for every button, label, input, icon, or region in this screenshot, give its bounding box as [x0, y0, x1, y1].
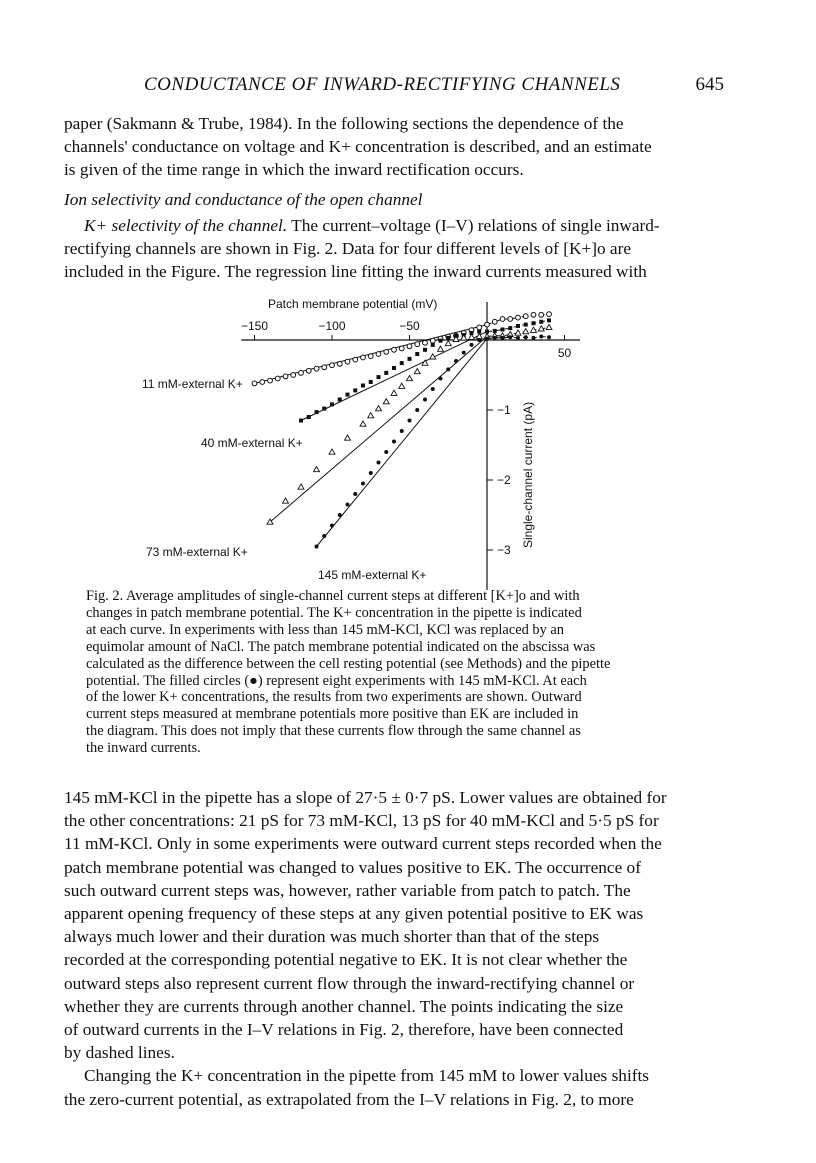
data-point — [547, 318, 551, 322]
data-point — [299, 419, 303, 423]
data-point — [446, 367, 450, 371]
data-point — [515, 330, 521, 335]
data-point — [485, 322, 490, 327]
data-point — [368, 354, 373, 359]
results-line: Changing the K+ concentration in the pipette from 145 mM to lower values shifts — [84, 1066, 650, 1086]
data-point — [252, 381, 257, 386]
regression-line — [301, 332, 487, 421]
data-point — [445, 341, 451, 346]
x-tick-label: 50 — [557, 346, 572, 360]
caption-line: calculated as the difference between the cell resting potential (see Methods) and the pipette — [86, 655, 611, 672]
intro-line: is given of the time range in which the inward rectification occurs. — [64, 160, 524, 180]
results-line: such outward current steps was, however, rather variable from patch to patch. The — [64, 880, 631, 900]
data-point — [322, 534, 326, 538]
data-point — [415, 352, 419, 356]
y-tick-label: −2 — [497, 473, 511, 487]
data-point — [322, 365, 327, 370]
data-point — [508, 335, 512, 339]
data-point — [361, 482, 365, 486]
data-point — [524, 323, 528, 327]
data-point — [392, 347, 397, 352]
caption-line: the diagram. This does not imply that these currents flow through the same channel as — [86, 723, 581, 740]
caption-line: the inward currents. — [86, 740, 201, 757]
data-point — [469, 334, 475, 339]
data-point — [329, 449, 335, 454]
selectivity-line: rectifying channels are shown in Fig. 2. Data for four different levels of [K+]o are — [64, 239, 632, 259]
data-point — [322, 407, 326, 411]
results-line: always much lower and their duration was much shorter than that of the steps — [64, 927, 600, 947]
x-tick-label: −150 — [240, 319, 269, 333]
data-point — [400, 429, 404, 433]
series-labels — [142, 377, 426, 582]
data-point — [470, 343, 474, 347]
data-point — [439, 377, 443, 381]
data-point — [391, 390, 397, 395]
data-point — [314, 366, 319, 371]
results-line: the other concentrations: 21 pS for 73 mM-KCl, 13 pS for 40 mM-KCl and 5·5 pS for — [64, 811, 659, 831]
data-point — [423, 398, 427, 402]
data-point — [315, 410, 319, 414]
data-point — [400, 361, 404, 365]
caption-line: current steps measured at membrane potentials more positive than EK are included in — [86, 706, 579, 723]
y-axis-title: Single-channel current (pA) — [521, 401, 535, 548]
data-point — [508, 317, 513, 322]
data-point — [508, 326, 512, 330]
data-point — [407, 344, 412, 349]
data-point — [368, 413, 374, 418]
intro-paragraph — [64, 112, 722, 182]
series-label: 145 mM-external K+ — [318, 568, 427, 582]
data-point — [523, 314, 528, 319]
data-point — [399, 383, 405, 388]
x-tick-label: −50 — [399, 319, 420, 333]
data-point — [392, 366, 396, 370]
data-point — [346, 503, 350, 507]
data-point — [377, 461, 381, 465]
series-label: 11 mM-external K+ — [142, 377, 243, 391]
data-point — [299, 371, 304, 376]
data-point — [330, 363, 335, 368]
data-point — [330, 402, 334, 406]
data-point — [516, 315, 521, 320]
data-point — [415, 408, 419, 412]
results-line: the zero-current potential, as extrapolated from the I–V relations in Fig. 2, to more — [64, 1089, 634, 1109]
data-point — [516, 336, 520, 340]
data-point — [360, 421, 366, 426]
data-point — [376, 352, 381, 357]
data-point — [477, 325, 482, 330]
data-point — [547, 312, 552, 317]
data-point — [531, 312, 536, 317]
figure-caption — [86, 588, 702, 757]
data-point — [384, 450, 388, 454]
data-point — [283, 374, 288, 379]
data-point — [423, 340, 428, 345]
data-point — [369, 471, 373, 475]
x-axis-title: Patch membrane potential (mV) — [268, 297, 438, 311]
results-line: 145 mM-KCl in the pipette has a slope of 27·5 ± 0·7 pS. Lower values are obtained for — [64, 788, 667, 807]
intro-line: paper (Sakmann & Trube, 1984). In the following sections the dependence of the — [64, 114, 624, 133]
x-tick-label: −100 — [318, 319, 346, 333]
data-point — [307, 415, 311, 419]
data-point — [283, 498, 289, 503]
data-point — [501, 328, 505, 332]
data-point — [384, 350, 389, 355]
data-point — [338, 398, 342, 402]
data-point — [361, 384, 365, 388]
running-header — [64, 74, 724, 100]
data-point — [431, 343, 435, 347]
data-point — [438, 346, 444, 351]
data-point — [516, 324, 520, 328]
data-point — [353, 388, 357, 392]
data-point — [501, 336, 505, 340]
data-point — [539, 320, 543, 324]
data-point — [430, 338, 435, 343]
results-paragraph — [64, 786, 722, 1111]
data-point — [462, 351, 466, 355]
section-heading: Ion selectivity and conductance of the open channel — [64, 190, 423, 209]
data-point — [346, 393, 350, 397]
regression-line — [270, 337, 487, 523]
data-points — [252, 312, 552, 549]
selectivity-line: included in the Figure. The regression line fitting the inward currents measured with — [64, 262, 647, 282]
data-point — [353, 357, 358, 362]
data-point — [446, 336, 450, 340]
regression-line — [317, 339, 488, 547]
data-point — [539, 335, 543, 339]
data-point — [361, 355, 366, 360]
data-point — [539, 312, 544, 317]
data-point — [383, 399, 389, 404]
data-point — [532, 321, 536, 325]
data-point — [376, 406, 382, 411]
data-point — [532, 336, 536, 340]
figure-2-chart — [0, 290, 816, 590]
results-line: patch membrane potential was changed to values positive to EK. The occurrence of — [64, 857, 641, 877]
results-line: by dashed lines. — [64, 1043, 175, 1063]
data-point — [414, 369, 420, 374]
page-number: 645 — [695, 74, 724, 95]
data-point — [485, 337, 489, 341]
data-point — [392, 440, 396, 444]
data-point — [377, 375, 381, 379]
data-point — [493, 336, 497, 340]
data-point — [275, 376, 280, 381]
data-point — [454, 359, 458, 363]
selectivity-paragraph — [64, 214, 722, 284]
data-point — [330, 524, 334, 528]
results-line: of outward currents in the I–V relations in Fig. 2, therefore, have been connected — [64, 1020, 624, 1040]
running-title: CONDUCTANCE OF INWARD-RECTIFYING CHANNELS — [144, 74, 621, 95]
data-point — [306, 368, 311, 373]
data-point — [500, 317, 505, 322]
y-tick-label: −3 — [497, 543, 511, 557]
data-point — [345, 359, 350, 364]
data-point — [338, 513, 342, 517]
data-point — [415, 342, 420, 347]
y-tick-label: −1 — [497, 403, 511, 417]
data-point — [423, 348, 427, 352]
caption-line: of the lower K+ concentrations, the results from two experiments are shown. Outward — [86, 689, 582, 706]
series-label: 40 mM-external K+ — [201, 436, 303, 450]
caption-line: equimolar amount of NaCl. The patch membrane potential indicated on the abscissa was — [86, 638, 596, 655]
caption-line: at each curve. In experiments with less than 145 mM-KCl, KCl was replaced by an — [86, 621, 564, 638]
data-point — [337, 361, 342, 366]
data-point — [547, 335, 551, 339]
results-line: whether they are currents through another channel. The points indicating the size — [64, 996, 624, 1016]
data-point — [546, 324, 552, 329]
data-point — [260, 380, 265, 385]
data-point — [298, 484, 304, 489]
data-point — [407, 376, 413, 381]
data-point — [461, 335, 467, 340]
results-line: 11 mM-KCl. Only in some experiments were outward current steps recorded when the — [64, 834, 662, 854]
selectivity-lead: K+ selectivity of the channel. — [84, 216, 288, 235]
selectivity-line-text: The current–voltage (I–V) relations of single inward- — [291, 216, 660, 235]
data-point — [439, 339, 443, 343]
caption-line: Fig. 2. Average amplitudes of single-channel current steps at different [K+]o and with — [86, 588, 580, 604]
data-point — [268, 378, 273, 383]
data-point — [408, 419, 412, 423]
data-point — [408, 357, 412, 361]
data-point — [315, 545, 319, 549]
data-point — [523, 329, 529, 334]
data-point — [431, 387, 435, 391]
selectivity-line — [64, 214, 722, 237]
results-line: apparent opening frequency of these steps at any given potential positive to EK was — [64, 904, 644, 924]
data-point — [492, 319, 497, 324]
caption-line: changes in patch membrane potential. The K+ concentration in the pipette is indicated — [86, 604, 582, 621]
results-line: recorded at the corresponding potential negative to EK. It is not clear whether the — [64, 950, 628, 970]
data-point — [345, 435, 351, 440]
intro-line: channels' conductance on voltage and K+ concentration is described, and an estimate — [64, 137, 652, 157]
results-line: outward steps also represent current flow through the inward-rectifying channel or — [64, 973, 635, 993]
caption-line: potential. The filled circles (●) represent eight experiments with 145 mM-KCl. At each — [86, 672, 587, 689]
data-point — [399, 346, 404, 351]
series-label: 73 mM-external K+ — [146, 545, 248, 559]
data-point — [353, 492, 357, 496]
data-point — [314, 467, 320, 472]
data-point — [369, 380, 373, 384]
data-point — [384, 371, 388, 375]
data-point — [291, 373, 296, 378]
data-point — [477, 338, 481, 342]
data-point — [524, 335, 528, 339]
